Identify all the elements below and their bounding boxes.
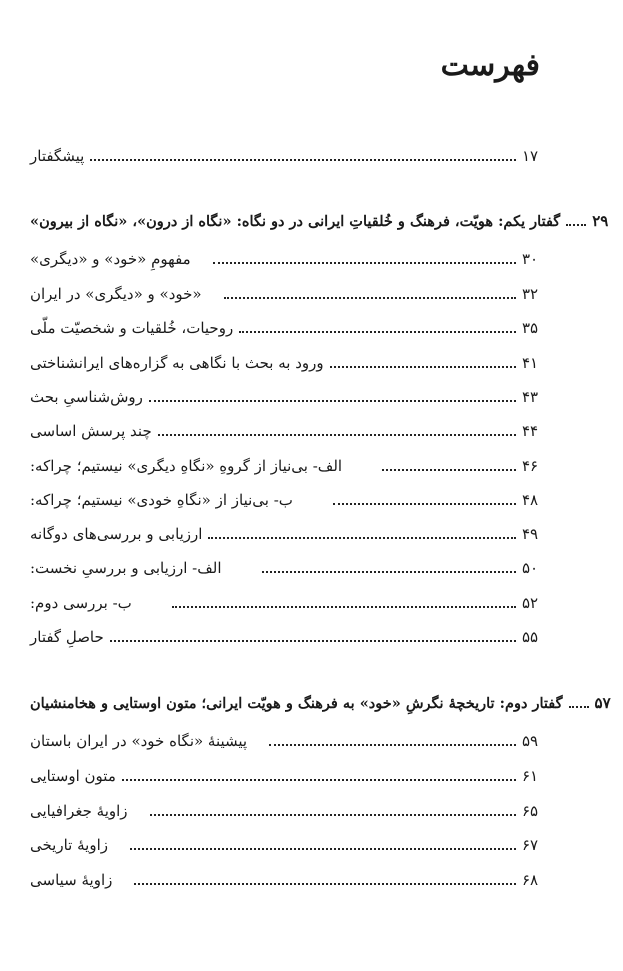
toc-entry (30, 141, 550, 171)
entry-page-number: ۴۶ (522, 457, 539, 475)
leader-dots (172, 606, 516, 608)
leader-dots (239, 331, 516, 333)
entry-label: «خود» و «دیگری» در ایران (30, 285, 202, 303)
entry-page-number: ۱۷ (522, 147, 539, 165)
toc-entry (30, 485, 550, 515)
entry-page-number: ۵۹ (522, 732, 539, 750)
entry-label: زاویۀ سیاسی (30, 871, 113, 889)
entry-label: چند پرسش اساسی (30, 422, 152, 440)
entry-page-number: ۵۰ (522, 559, 539, 577)
entry-page-number: ۴۱ (522, 354, 539, 372)
leader-dots (134, 883, 516, 885)
entry-label: روحیات، خُلقیات و شخصیّت ملّی (30, 319, 234, 337)
entry-page-number: ۲۹ (592, 212, 609, 230)
toc-entry (30, 451, 550, 481)
entry-label: ارزیابی و بررسی‌های دوگانه (30, 525, 203, 543)
leader-dots (158, 434, 516, 436)
entry-label: پیشگفتار (30, 147, 85, 165)
entry-label: گفتار دوم: تاریخچۀ نگرشِ «خود» به فرهنگ و هویّت ایرانی؛ متون اوستایی و هخامنشیان (30, 694, 563, 712)
leader-dots (330, 366, 516, 368)
leader-dots (208, 537, 516, 539)
leader-dots (122, 779, 516, 781)
toc-entry (30, 830, 550, 860)
toc-entry (30, 279, 550, 309)
entry-label: مفهومِ «خود» و «دیگری» (30, 250, 191, 268)
leader-dots (224, 297, 516, 299)
entry-page-number: ۳۵ (522, 319, 539, 337)
entry-page-number: ۵۲ (522, 594, 539, 612)
entry-page-number: ۴۳ (522, 388, 539, 406)
toc-entry (30, 382, 550, 412)
toc-chapter-entry (30, 206, 609, 236)
leader-dots (150, 814, 516, 816)
entry-label: ب- بی‌نیاز از «نگاهِ خودی» نیستیم؛ چراکه: (30, 491, 293, 509)
toc-entry (30, 865, 550, 895)
toc-entry (30, 313, 550, 343)
leader-dots (213, 262, 516, 264)
toc-entry (30, 244, 550, 274)
leader-dots (566, 224, 586, 226)
entry-page-number: ۵۷ (594, 694, 611, 712)
entry-page-number: ۳۲ (522, 285, 539, 303)
leader-dots (90, 159, 516, 161)
entry-label: متون اوستایی (30, 767, 116, 785)
leader-dots (333, 503, 516, 505)
entry-page-number: ۶۷ (522, 836, 539, 854)
entry-label: زاویۀ جغرافیایی (30, 802, 128, 820)
entry-label: حاصلِ گفتار (30, 628, 104, 646)
toc-entry (30, 796, 550, 826)
entry-page-number: ۶۸ (522, 871, 539, 889)
leader-dots (269, 744, 516, 746)
leader-dots (382, 469, 516, 471)
leader-dots (110, 640, 516, 642)
leader-dots (149, 400, 516, 402)
toc-entry (30, 348, 550, 378)
entry-label: پیشینۀ «نگاه خود» در ایران باستان (30, 732, 248, 750)
toc-entry (30, 519, 550, 549)
leader-dots (130, 848, 516, 850)
entry-label: الف- بی‌نیاز از گروهِ «نگاهِ دیگری» نیستیم؛ چراکه: (30, 457, 343, 475)
entry-label: زاویۀ تاریخی (30, 836, 108, 854)
leader-dots (569, 706, 589, 708)
toc-entry (30, 416, 550, 446)
entry-label: الف- ارزیابی و بررسیِ نخست: (30, 559, 222, 577)
toc-entry (30, 553, 550, 583)
entry-page-number: ۴۹ (522, 525, 539, 543)
entry-page-number: ۵۵ (522, 628, 539, 646)
entry-label: گفتار یکم: هویّت، فرهنگ و خُلقیاتِ ایرانی در دو نگاه: «نگاه از درون»، «نگاه از بیرون» (30, 212, 561, 230)
entry-page-number: ۴۴ (522, 422, 539, 440)
entry-page-number: ۴۸ (522, 491, 539, 509)
toc-chapter-entry (30, 688, 611, 718)
entry-page-number: ۶۱ (522, 767, 539, 785)
entry-label: ب- بررسی دوم: (30, 594, 132, 612)
page-title: فهرست (440, 48, 540, 83)
toc-entry (30, 588, 550, 618)
entry-page-number: ۶۵ (522, 802, 539, 820)
toc-entry (30, 761, 550, 791)
toc-entry (30, 726, 550, 756)
toc-entry (30, 622, 550, 652)
leader-dots (262, 571, 516, 573)
entry-label: ورود به بحث با نگاهی به گزاره‌های ایرانشناختی (30, 354, 324, 372)
entry-label: روش‌شناسیِ بحث (30, 388, 143, 406)
entry-page-number: ۳۰ (522, 250, 539, 268)
